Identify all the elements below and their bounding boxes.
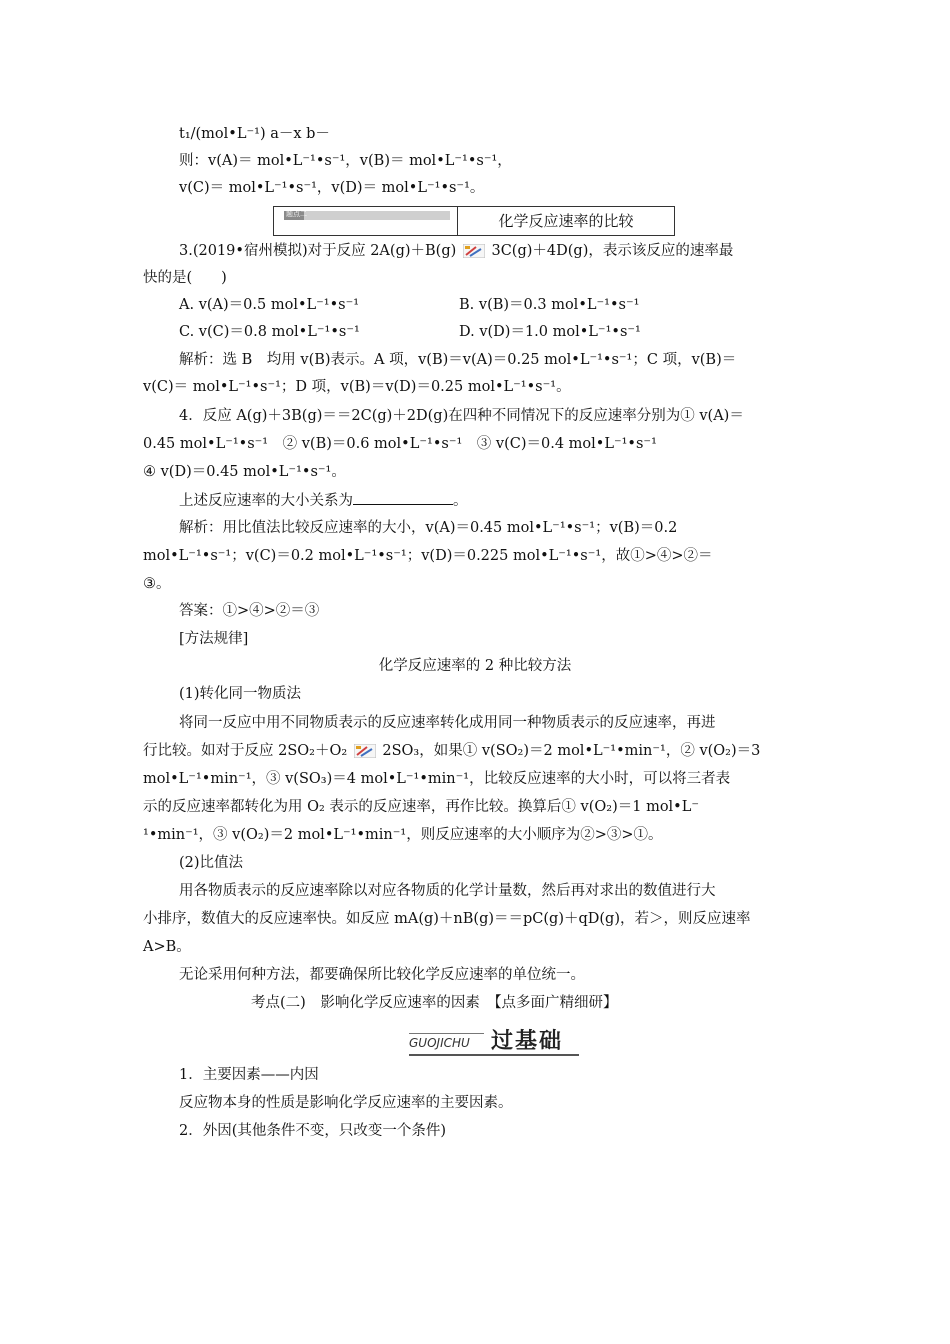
topic-tag <box>284 211 450 220</box>
method-label: [方法规律] <box>179 631 249 647</box>
method-2-line1: 用各物质表示的反应速率除以对应各物质的化学计量数，然后再对求出的数值进行大 <box>179 883 716 899</box>
question-4-line2: 0.45 mol•L⁻¹•s⁻¹ ② v(B)＝0.6 mol•L⁻¹•s⁻¹ ③ v(C)＝0.4 mol•L⁻¹•s⁻¹ <box>143 436 657 452</box>
method-1-line1: 将同一反应中用不同物质表示的反应速率转化成用同一种物质表示的反应速率，再进 <box>179 715 716 731</box>
option-b: B. v(B)＝0.3 mol•L⁻¹•s⁻¹ <box>459 297 640 313</box>
question-4-line1: 4．反应 A(g)＋3B(g)＝＝2C(g)＋2D(g)在四种不同情况下的反应速率分别为① v(A)＝ <box>179 408 744 424</box>
factor-1-heading: 1．主要因素——内因 <box>179 1067 319 1083</box>
method-2-line3: A>B。 <box>143 939 191 955</box>
topic-title: 化学反应速率的比较 <box>498 212 634 230</box>
option-d: D. v(D)＝1.0 mol•L⁻¹•s⁻¹ <box>459 324 641 340</box>
banner-underline <box>409 1054 579 1056</box>
topic-header-box <box>273 206 675 236</box>
question-4-prompt: 上述反应速率的大小关系为 <box>179 493 353 509</box>
method-1-products: 2SO₃，如果① v(SO₂)＝2 mol•L⁻¹•min⁻¹，② v(O₂)＝3 <box>382 743 761 759</box>
question-3-tail: 快的是( ) <box>143 270 227 286</box>
table-row-t1: t₁/(mol•L⁻¹) a－x b－ <box>179 126 330 142</box>
question-4-blank-line <box>179 490 468 512</box>
solution-3-line1: 解析：选 B 均用 v(B)表示。A 项，v(B)＝v(A)＝0.25 mol•L⁻¹•s⁻¹；C 项，v(B)＝ <box>179 352 737 368</box>
solution-3-line2: v(C)＝ mol•L⁻¹•s⁻¹；D 项，v(B)＝v(D)＝0.25 mol•L⁻¹•s⁻¹。 <box>143 379 571 395</box>
method-1-line5: ¹•min⁻¹，③ v(O₂)＝2 mol•L⁻¹•min⁻¹，则反应速率的大小顺序为②>③>①。 <box>143 827 663 843</box>
option-a: A. v(A)＝0.5 mol•L⁻¹•s⁻¹ <box>179 297 360 313</box>
section-heading-kaodian-2: 考点(二) 影响化学反应速率的因素 【点多面广精细研】 <box>251 995 618 1011</box>
answer-4: 答案：①>④>②＝③ <box>179 603 320 619</box>
question-4-line3: ④ v(D)＝0.45 mol•L⁻¹•s⁻¹。 <box>143 464 346 480</box>
rate-line-cd: v(C)＝ mol•L⁻¹•s⁻¹，v(D)＝ mol•L⁻¹•s⁻¹。 <box>179 180 485 196</box>
solution-4-line1: 解析：用比值法比较反应速率的大小，v(A)＝0.45 mol•L⁻¹•s⁻¹；v(B)＝0.2 <box>179 520 678 536</box>
method-title: 化学反应速率的 2 种比较方法 <box>378 658 572 674</box>
method-1-heading: (1)转化同一物质法 <box>179 686 302 702</box>
method-2-heading: (2)比值法 <box>179 855 244 871</box>
option-c: C. v(C)＝0.8 mol•L⁻¹•s⁻¹ <box>179 324 360 340</box>
topic-tag-area <box>274 207 458 235</box>
solution-4-line2: mol•L⁻¹•s⁻¹；v(C)＝0.2 mol•L⁻¹•s⁻¹；v(D)＝0.225 mol•L⁻¹•s⁻¹，故①>④>②＝ <box>143 548 713 564</box>
equilibrium-arrow-icon <box>463 244 485 258</box>
question-3-products: 3C(g)＋4D(g)，表示该反应的速率最 <box>491 243 734 259</box>
banner-pinyin: GUOJICHU <box>409 1036 470 1050</box>
method-2-line2: 小排序，数值大的反应速率快。如反应 mA(g)＋nB(g)＝＝pC(g)＋qD(g)，若＞，则反应速率 <box>143 911 751 927</box>
question-3-stem <box>179 240 733 262</box>
method-1-line2 <box>143 740 760 762</box>
banner-top-rule <box>409 1033 484 1034</box>
solution-4-line3: ③。 <box>143 576 171 592</box>
question-4-period: 。 <box>453 493 468 509</box>
question-3-reactants: 3.(2019•宿州模拟)对于反应 2A(g)＋B(g) <box>179 243 457 259</box>
rate-line-ab: 则：v(A)＝ mol•L⁻¹•s⁻¹，v(B)＝ mol•L⁻¹•s⁻¹， <box>179 153 512 169</box>
factor-2-heading: 2．外因(其他条件不变，只改变一个条件) <box>179 1123 447 1139</box>
factor-1-text: 反应物本身的性质是影响化学反应速率的主要因素。 <box>179 1095 513 1111</box>
banner-title: 过基础 <box>491 1029 564 1054</box>
method-1-line4: 示的反应速率都转化为用 O₂ 表示的反应速率，再作比较。换算后① v(O₂)＝1 mol•L⁻ <box>143 799 700 815</box>
method-1-line3: mol•L⁻¹•min⁻¹，③ v(SO₃)＝4 mol•L⁻¹•min⁻¹，比较反应速率的大小时，可以将三者表 <box>143 771 731 787</box>
method-note: 无论采用何种方法，都要确保所比较化学反应速率的单位统一。 <box>179 967 585 983</box>
guojichu-banner <box>409 1024 579 1054</box>
method-1-reactants: 行比较。如对于反应 2SO₂＋O₂ <box>143 743 348 759</box>
topic-tag-label: 题点二 <box>286 210 307 218</box>
answer-blank[interactable] <box>353 490 453 505</box>
equilibrium-arrow-icon <box>354 744 376 758</box>
